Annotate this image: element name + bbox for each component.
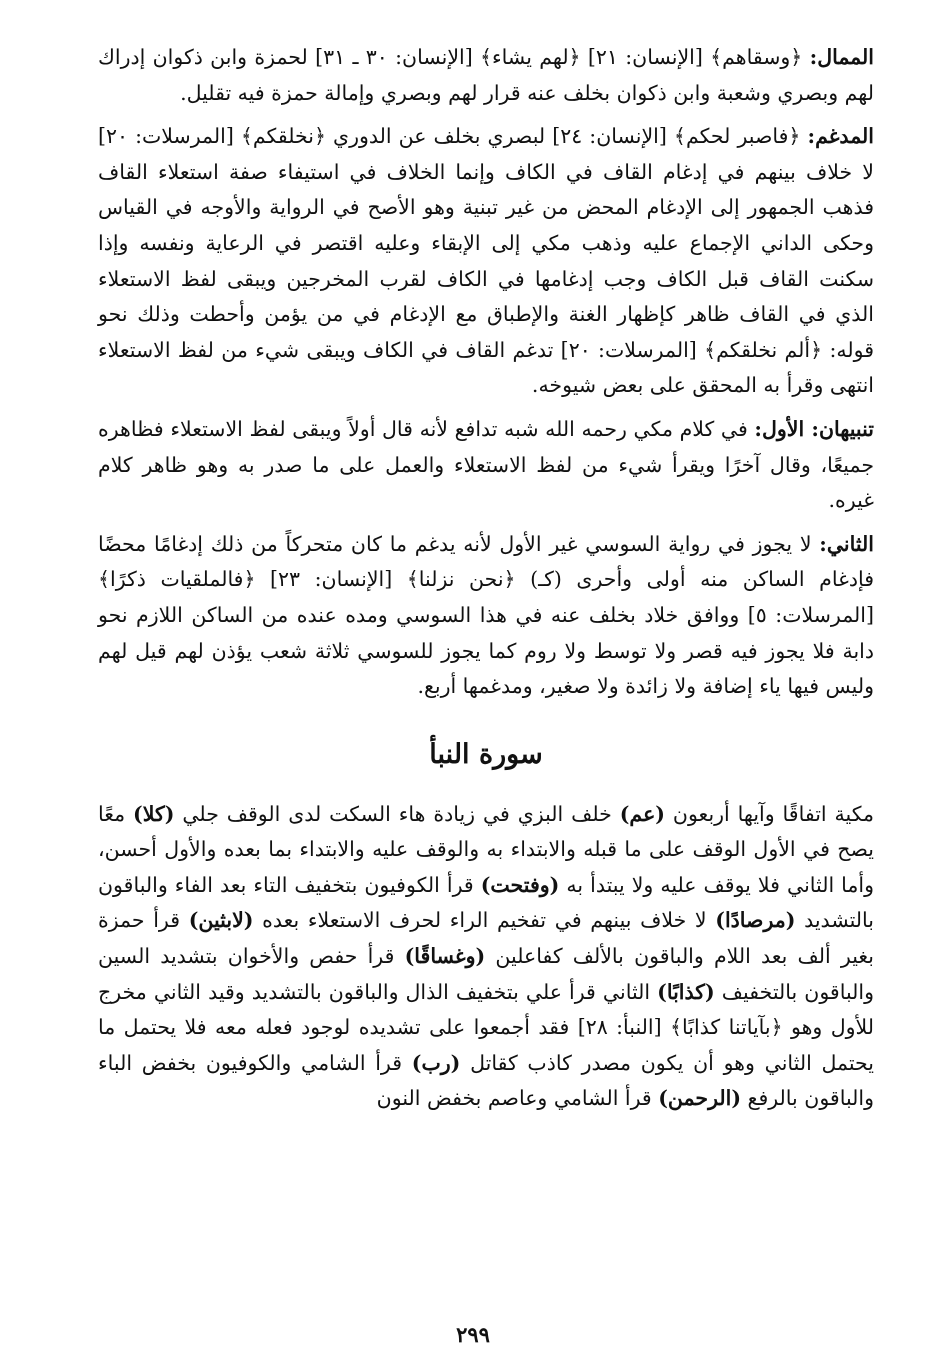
paragraph-text: قرأ حمزة بغير ألف بعد اللام والباقون بالألف كفاعلين [98, 908, 874, 969]
paragraph-text: قرأ الكوفيون بتخفيف التاء بعد الفاء والباقون بالتشديد [98, 872, 874, 933]
tanbihan-first-paragraph [98, 412, 874, 519]
reading-term: (لابثين) [188, 908, 254, 933]
surah-naba-paragraph [98, 797, 874, 1117]
reading-term: (كذابًا) [657, 979, 715, 1004]
reading-term: (رب) [411, 1050, 461, 1075]
reading-term: (وفتحت) [480, 872, 560, 897]
reading-term: (الرحمن) [658, 1086, 742, 1111]
paragraph-text: مكية اتفاقًا وآيها أربعون [665, 801, 874, 826]
paragraph-text: الثاني قرأ علي بتخفيف الذال والباقون بالتشديد وقيد الثاني مخرج للأول وهو ﴿بآياتنا كذابًا﴾ [النبأ: ٢٨] فقد أجمعوا على تشديده لوجود فعله معه فلا يحتمل ما يحتمل الثاني وهو أن يكون مصدر كاذب كقاتل [98, 979, 874, 1075]
paragraph-text: لا خلاف بينهم في تفخيم الراء لحرف الاستعلاء بعده [253, 908, 716, 933]
paragraph-lead: الممال: [809, 45, 874, 69]
paragraph-lead: الثاني: [819, 531, 874, 556]
paragraph-text: قرأ حفص والأخوان بتشديد السين والباقون بالتخفيف [98, 944, 874, 1004]
paragraph-text: قرأ الشامي والكوفيون بخفض الباء والباقون بالرفع [98, 1050, 874, 1111]
tanbihan-second-paragraph [98, 527, 874, 705]
mudgham-paragraph [98, 119, 874, 404]
paragraph-text: معًا يصح في الأول الوقف على ما قبله والابتداء به والوقف عليه والابتداء بما بعده والأول أحسن، وأما الثاني فلا يوقف عليه ولا يبتدأ به [98, 801, 874, 897]
paragraph-text: لا يجوز في رواية السوسي غير الأول لأنه يدغم ما كان متحركاً من ذلك إدغامًا محضًا فإدغام الساكن منه أولى وأحرى (كـ) ﴿نحن نزلنا﴾ [الإنسان: ٢٣] ﴿فالملقيات ذكرًا﴾ [المرسلات: ٥] ووافق خلاد بخلف عنه في هذا السوسي ومده عنده من الساكن اللازم نحو دابة فلا يجوز فيه قصر ولا توسط ولا روم كما يجوز للسوسي ثلاثة شعب يؤذن لهم قيل لهم وليس فيها ياء إضافة ولا زائدة ولا صغير، ومدغمها أربع. [98, 531, 874, 699]
surah-title: سورة النبأ [429, 738, 543, 770]
paragraph-lead: المدغم: [807, 124, 874, 149]
paragraph-text: ﴿فاصبر لحكم﴾ [الإنسان: ٢٤] لبصري بخلف عن الدوري ﴿نخلقكم﴾ [المرسلات: ٢٠] لا خلاف بينهم في إدغام القاف في الكاف وإنما الخلاف في استيفاء صفة استعلاء القاف فذهب الجمهور إلى الإدغام المحض من غير تبنية وهو الأصح في الرواية والأوجه في القياس وحكى الداني الإجماع عليه وذهب مكي إلى الإبقاء وعليه اقتصر في الرعاية ونفسه وإذا سكنت القاف قبل الكاف وجب إدغامها في الكاف لقرب المخرجين ويبقى لفظ الاستعلاء الذي في القاف ظاهر كإظهار الغنة والإطباق مع الإدغام في من يؤمن وأحطت وذلك نحو قوله: ﴿ألم نخلقكم﴾ [المرسلات: ٢٠] تدغم القاف في الكاف ويبقى شيء من لفظ الاستعلاء انتهى وقرأ به المحقق على بعض شيوخه. [98, 124, 874, 398]
reading-term: (مرصادًا) [715, 908, 796, 933]
mumal-paragraph [98, 40, 874, 111]
paragraph-text: في كلام مكي رحمه الله شبه تدافع لأنه قال أولاً ويبقى لفظ الاستعلاء فظاهره جميعًا، وقال آخرًا ويقرأ شيء من لفظ الاستعلاء والعمل على ما صدر به وهو ظاهر كلام غيره. [98, 416, 874, 513]
page-number: ٢٩٩ [456, 1322, 490, 1347]
reading-term: (كلا) [133, 801, 175, 826]
reading-term: (وغساقًا) [404, 944, 486, 969]
paragraph-text: قرأ الشامي وعاصم بخفض النون [376, 1086, 659, 1111]
paragraph-text: ﴿وسقاهم﴾ [الإنسان: ٢١] ﴿لهم يشاء﴾ [الإنسان: ٣٠ ـ ٣١] لحمزة وابن ذكوان إدراك لهم وبصري وشعبة وابن ذكوان بخلف عنه قرار لهم وبصري وإمالة حمزة فيه تقليل. [98, 45, 874, 105]
paragraph-text: خلف البزي في زيادة هاء السكت لدى الوقف جلي [174, 801, 620, 826]
reading-term: (عم) [619, 801, 666, 826]
paragraph-lead: تنبيهان: الأول: [754, 416, 875, 441]
